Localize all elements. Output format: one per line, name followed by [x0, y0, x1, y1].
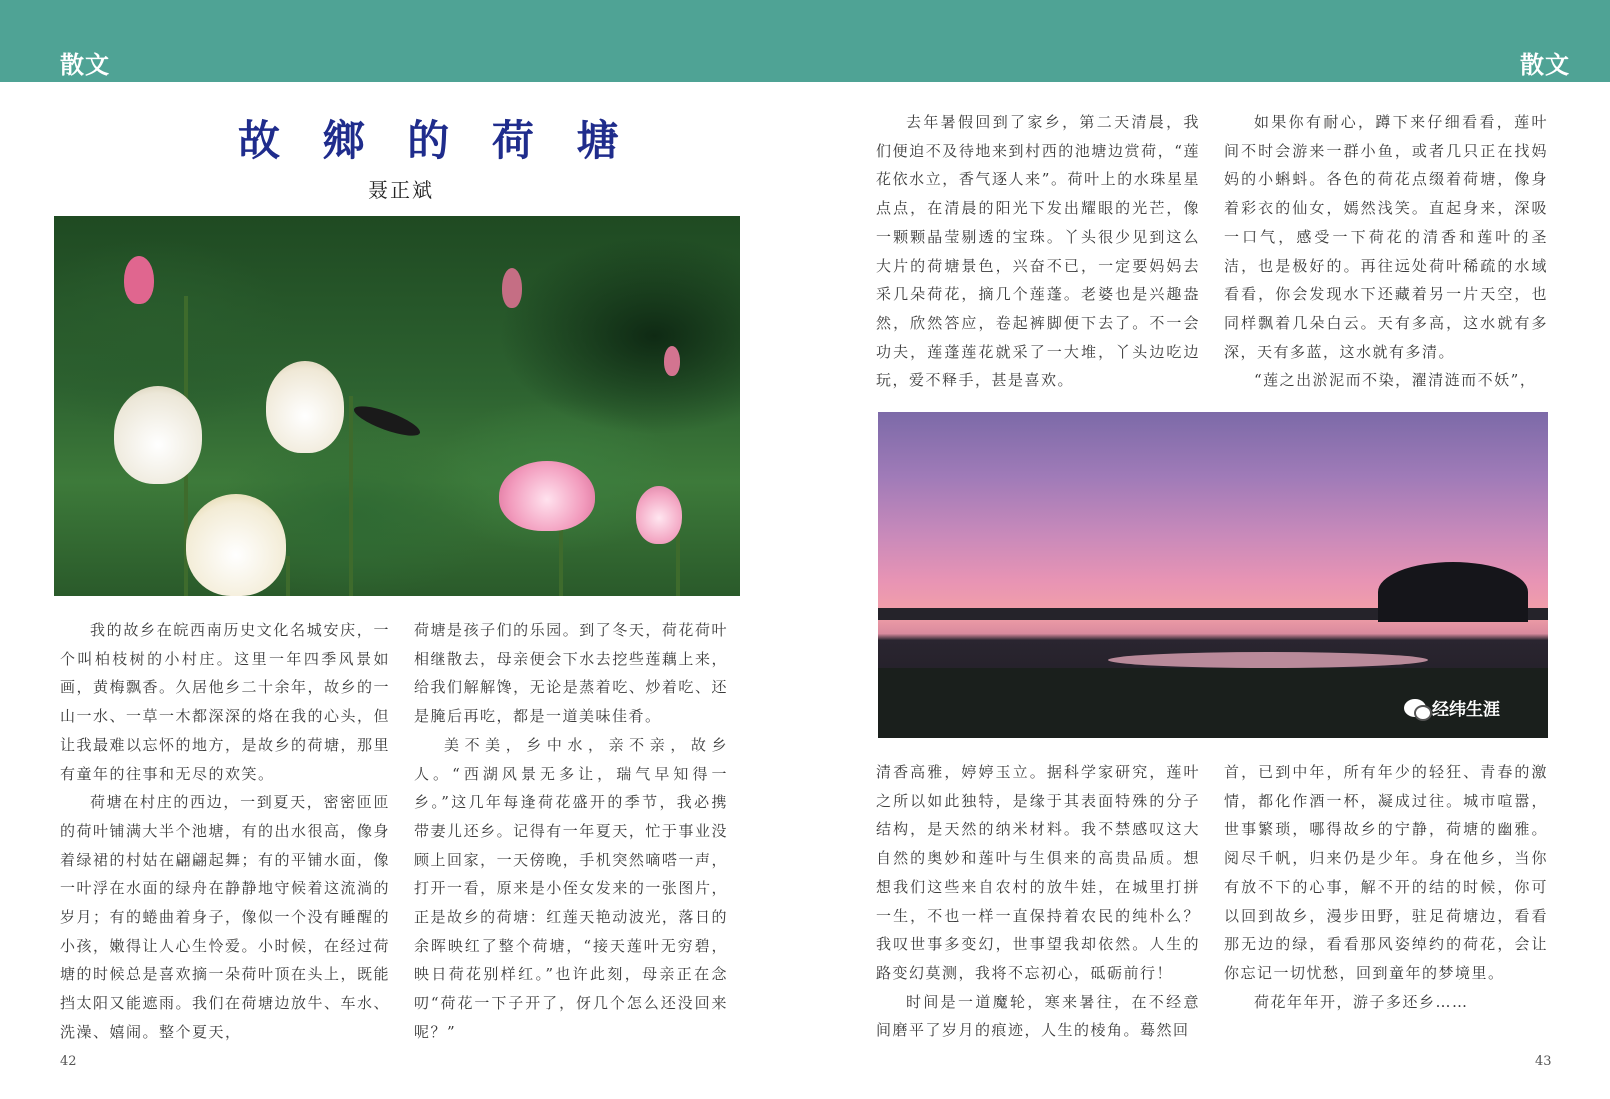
white-lotus-flower — [114, 386, 202, 484]
paragraph: 荷花年年开，游子多还乡…… — [1254, 992, 1469, 1011]
article-author: 聂正斌 — [368, 178, 434, 202]
pond-reflection — [1108, 652, 1428, 668]
paragraph: 如果你有耐心，蹲下来仔细看看，莲叶间不时会游来一群小鱼，或者几只正在找妈妈的小蝌蚪。各色的荷花点缀着荷塘，像身着彩衣的仙女，嫣然浅笑。直起身来，深吸一口气，感受一下荷花的清香和莲叶的圣洁，也是极好的。再往远处荷叶稀疏的水域看看，你会发现水下还藏着另一片天空，也同样飘着几朵白云。天有多高，这水就有多深，天有多蓝，这水就有多清。 — [1224, 113, 1548, 361]
paragraph: “莲之出淤泥而不染，濯清涟而不妖”， — [1254, 371, 1537, 390]
tree-cluster — [1378, 562, 1528, 622]
text-column-3 — [876, 108, 1200, 395]
paragraph: 时间是一道魔轮，寒来暑往，在不经意间磨平了岁月的痕迹，人生的棱角。蓦然回 — [876, 992, 1200, 1040]
text-column-1 — [60, 616, 390, 1047]
watermark — [1404, 695, 1500, 720]
paragraph: 美不美，乡中水，亲不亲，故乡人。“西湖风景无多让，瑞气早知得一乡。”这几年每逢荷花盛开的季节，我必携带妻儿还乡。记得有一年夏天，忙于事业没顾上回家，一天傍晚，手机突然嘀嗒一声，打开一看，原来是小侄女发来的一张图片，正是故乡的荷塘：红莲天艳动波光，落日的余晖映红了整个荷塘，“接天莲叶无穷碧，映日荷花别样红。”也许此刻，母亲正在念叨“荷花一下子开了，伢几个怎么还没回来呢？” — [414, 735, 728, 1041]
page-number-left: 42 — [60, 1054, 77, 1069]
text-column-5 — [876, 758, 1200, 1045]
section-label-right: 散文 — [1520, 51, 1570, 79]
paragraph: 荷塘在村庄的西边，一到夏天，密密匝匝的荷叶铺满大半个池塘，有的出水很高，像身着绿裙的村姑在翩翩起舞；有的平铺水面，像一叶浮在水面的绿舟在静静地守候着这流淌的岁月；有的蜷曲着身子，像似一个没有睡醒的小孩，嫩得让人心生怜爱。小时候，在经过荷塘的时候总是喜欢摘一朵荷叶顶在头上，既能挡太阳又能遮雨。我们在荷塘边放牛、车水、洗澡、嬉闹。整个夏天， — [60, 793, 391, 1041]
text-column-2 — [414, 616, 728, 1047]
pink-lotus-flower — [636, 486, 682, 544]
wechat-icon — [1404, 699, 1426, 717]
text-column-4 — [1224, 108, 1548, 395]
article-title: 故 鄉 的 荷 塘 — [238, 116, 633, 165]
lotus-stem — [676, 526, 680, 596]
bird-silhouette — [351, 401, 423, 442]
white-lotus-flower — [186, 494, 286, 596]
lotus-stem — [349, 396, 353, 596]
paragraph: 荷塘是孩子们的乐园。到了冬天，荷花荷叶相继散去，母亲便会下水去挖些莲藕上来，给我们解解馋，无论是蒸着吃、炒着吃、还是腌后再吃，都是一道美味佳肴。 — [414, 621, 728, 726]
paragraph: 首，已到中年，所有年少的轻狂、青春的激情，都化作酒一杯，凝成过往。城市喧嚣，世事繁琐，哪得故乡的宁静，荷塘的幽雅。阅尽千帆，归来仍是少年。身在他乡，当你有放不下的心事，解不开的结的时候，你可以回到故乡，漫步田野，驻足荷塘边，看看那无边的绿，看看那风姿绰约的荷花，会让你忘记一切忧愁，回到童年的梦境里。 — [1224, 763, 1548, 982]
page-number-right: 43 — [1535, 1054, 1552, 1069]
lotus-pond-photo — [54, 216, 740, 596]
paragraph: 我的故乡在皖西南历史文化名城安庆，一个叫柏枝树的小村庄。这里一年四季风景如画，黄梅飘香。久居他乡二十余年，故乡的一山一水、一草一木都深深的烙在我的心头，但让我最难以忘怀的地方，是故乡的荷塘，那里有童年的往事和无尽的欢笑。 — [60, 621, 391, 783]
pink-lotus-flower — [499, 461, 595, 531]
white-lotus-flower — [266, 361, 344, 453]
pink-lotus-bud — [502, 268, 522, 308]
watermark-text: 经纬生涯 — [1432, 700, 1500, 720]
lotus-stem — [286, 556, 290, 596]
sunset-pond-photo — [878, 412, 1548, 738]
section-label-left: 散文 — [60, 51, 110, 79]
header-bar — [0, 0, 1610, 82]
paragraph: 去年暑假回到了家乡，第二天清晨，我们便迫不及待地来到村西的池塘边赏荷，“莲花依水立，香气逐人来”。荷叶上的水珠星星点点，在清晨的阳光下发出耀眼的光芒，像一颗颗晶莹剔透的宝珠。丫头很少见到这么大片的荷塘景色，兴奋不已，一定要妈妈去采几朵荷花，摘几个莲蓬。老婆也是兴趣盎然，欣然答应，卷起裤脚便下去了。不一会功夫，莲蓬莲花就采了一大堆，丫头边吃边玩，爱不释手，甚是喜欢。 — [876, 113, 1200, 390]
pink-lotus-bud — [124, 256, 154, 304]
paragraph: 清香高雅，婷婷玉立。据科学家研究，莲叶之所以如此独特，是缘于其表面特殊的分子结构，是天然的纳米材料。我不禁感叹这大自然的奥妙和莲叶与生俱来的高贵品质。想想我们这些来自农村的放牛娃，在城里打拼一生，不也一样一直保持着农民的纯朴么？我叹世事多变幻，世事望我却依然。人生的路变幻莫测，我将不忘初心，砥砺前行！ — [876, 763, 1200, 982]
pink-lotus-bud — [664, 346, 680, 376]
text-column-6 — [1224, 758, 1548, 1016]
